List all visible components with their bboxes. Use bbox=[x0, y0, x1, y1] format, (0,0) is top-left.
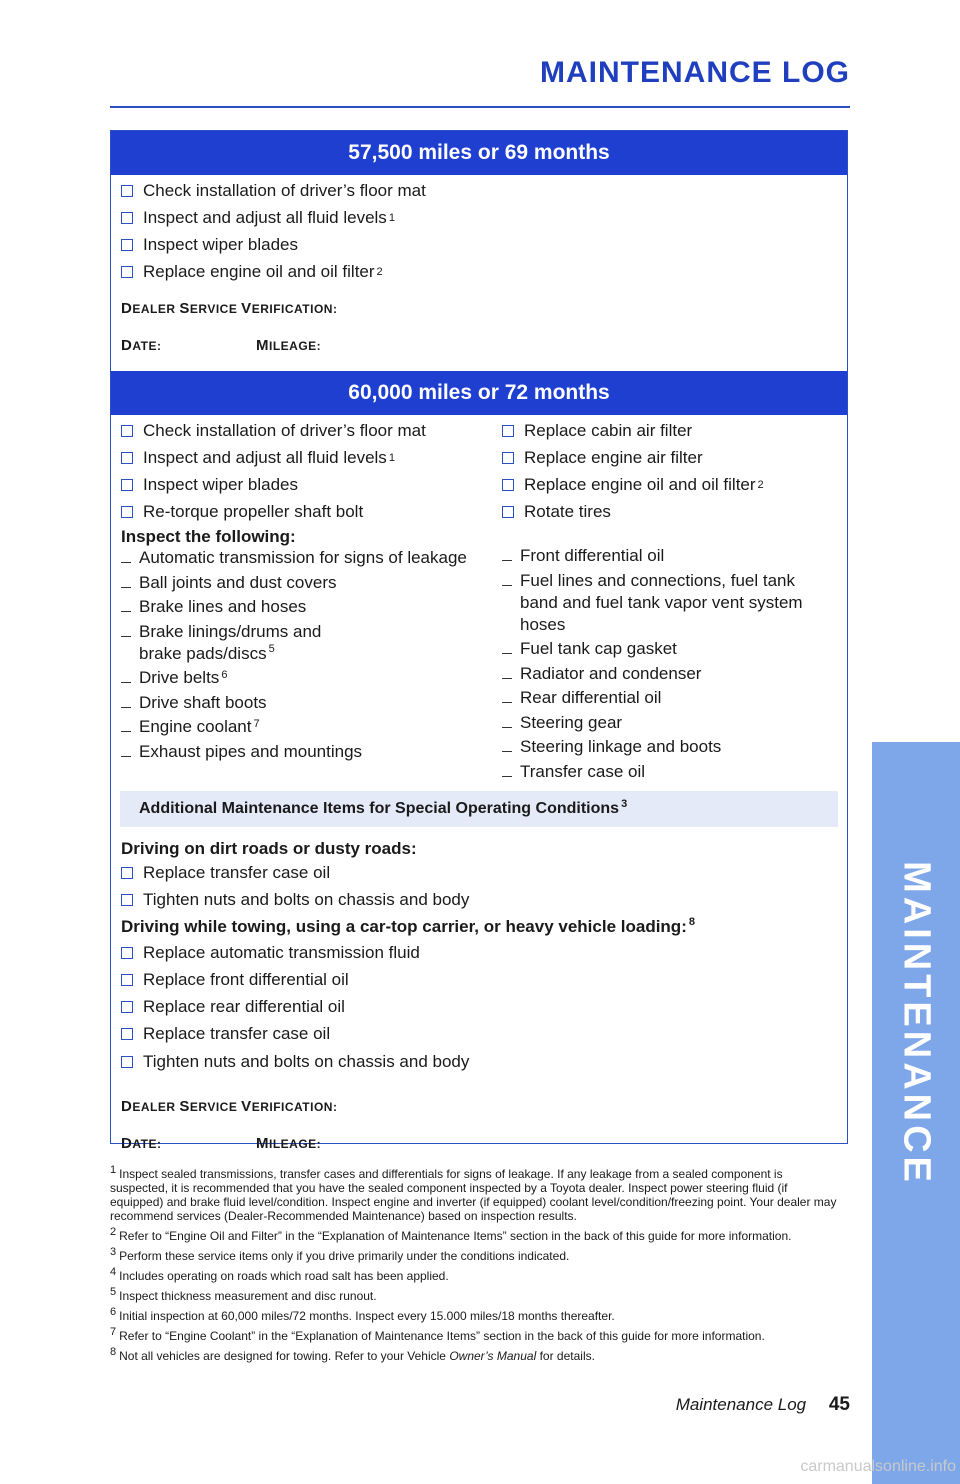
checklist-item: Inspect wiper blades bbox=[121, 231, 847, 258]
date-mileage-row bbox=[111, 1115, 847, 1152]
inspect-item: Drive belts 6 bbox=[121, 667, 502, 689]
section1-checklist bbox=[111, 175, 847, 285]
checklist-item: Rotate tires bbox=[502, 498, 764, 525]
checklist-item: Replace engine oil and oil filter 2 bbox=[121, 258, 847, 285]
date-mileage-row bbox=[111, 317, 847, 359]
checklist-item: Replace engine air filter bbox=[502, 444, 764, 471]
dirt-roads-checklist bbox=[111, 859, 847, 913]
checkbox-icon[interactable] bbox=[121, 894, 133, 906]
footnote: 2 Refer to “Engine Oil and Filter” in the “Explanation of Maintenance Items” section in the back of this guide for more information. bbox=[110, 1226, 792, 1243]
footnote: 7 Refer to “Engine Coolant” in the “Explanation of Maintenance Items” section in the back of this guide for more information. bbox=[110, 1326, 765, 1343]
footnotes bbox=[110, 1164, 842, 1369]
checkbox-icon[interactable] bbox=[502, 452, 514, 464]
page-footer-label: Maintenance Log bbox=[675, 1395, 807, 1414]
inspect-item: Radiator and condenser bbox=[502, 663, 832, 685]
dealer-service-verification-label: DEALER SERVICE VERIFICATION: bbox=[121, 1098, 338, 1115]
checkbox-icon[interactable] bbox=[502, 425, 514, 437]
footnote: 4 Includes operating on roads which road salt has been applied. bbox=[110, 1266, 449, 1283]
towing-checklist bbox=[111, 937, 847, 1076]
section2-checklist-right bbox=[502, 417, 764, 525]
watermark: carmanualsonline.info bbox=[800, 1458, 956, 1475]
inspect-item: Brake linings/drums and brake pads/discs $^5$ bbox=[121, 621, 502, 665]
checkbox-icon[interactable] bbox=[121, 239, 133, 251]
checklist-item: Inspect wiper blades bbox=[121, 471, 502, 498]
mileage-label: MILEAGE: bbox=[256, 1135, 322, 1152]
footnote: 3 Perform these service items only if you drive primarily under the conditions indicated. bbox=[110, 1246, 570, 1263]
inspect-list-left bbox=[121, 547, 502, 785]
inspect-item: Rear differential oil bbox=[502, 687, 832, 709]
section2-checklist bbox=[111, 415, 847, 525]
checkbox-icon[interactable] bbox=[121, 266, 133, 278]
checklist-item: Inspect and adjust all fluid levels 1 bbox=[121, 444, 502, 471]
footnote: 5 Inspect thickness measurement and disc runout. bbox=[110, 1286, 377, 1303]
page-title: MAINTENANCE LOG bbox=[540, 56, 850, 89]
checklist-item: Replace rear differential oil bbox=[121, 993, 847, 1020]
checklist-item: Inspect and adjust all fluid levels 1 bbox=[121, 204, 847, 231]
inspect-item: Brake lines and hoses bbox=[121, 596, 502, 618]
checkbox-icon[interactable] bbox=[121, 212, 133, 224]
checkbox-icon[interactable] bbox=[121, 185, 133, 197]
dirt-roads-heading: Driving on dirt roads or dusty roads: bbox=[121, 839, 417, 858]
inspect-item: Automatic transmission for signs of leakage bbox=[121, 547, 502, 569]
checkbox-icon[interactable] bbox=[121, 479, 133, 491]
dealer-service-verification-label: DEALER SERVICE VERIFICATION: bbox=[121, 300, 338, 317]
page-number: 45 bbox=[828, 1394, 850, 1415]
mileage-label: MILEAGE: bbox=[256, 337, 322, 354]
checkbox-icon[interactable] bbox=[121, 1028, 133, 1040]
checkbox-icon[interactable] bbox=[121, 867, 133, 879]
page-footer bbox=[676, 1394, 850, 1416]
footnote: 1 Inspect sealed transmissions, transfer cases and differentials for signs of leakage. If any leakage from a sealed component is suspected, it is recommended that you have the sealed component inspected by a Toyota dealer. Inspect power steering fluid (if equipped) and brake fluid level/condition. Inspect engine and inverter (if equipped) coolant level/condition/freezing point. Your dealer may recommend services (Dealer-Recommended Maintenance) based on inspection results. bbox=[110, 1164, 837, 1223]
inspect-item: Exhaust pipes and mountings bbox=[121, 741, 502, 763]
checkbox-icon[interactable] bbox=[121, 974, 133, 986]
checklist-item: Check installation of driver’s floor mat bbox=[121, 177, 847, 204]
inspect-item: Steering linkage and boots bbox=[502, 736, 832, 758]
section-header-60000: 60,000 miles or 72 months bbox=[111, 371, 847, 415]
checkbox-icon[interactable] bbox=[121, 506, 133, 518]
additional-maintenance-heading: Additional Maintenance Items for Special Operating Conditions $^3$ bbox=[120, 791, 838, 827]
checklist-item: Replace front differential oil bbox=[121, 966, 847, 993]
towing-heading: Driving while towing, using a car-top carrier, or heavy vehicle loading: $^8$ bbox=[121, 916, 695, 936]
inspect-heading: Inspect the following: bbox=[121, 527, 296, 546]
checkbox-icon[interactable] bbox=[121, 452, 133, 464]
section2-checklist-left bbox=[121, 417, 502, 525]
date-label: DATE: bbox=[121, 337, 162, 354]
inspect-item: Drive shaft boots bbox=[121, 692, 502, 714]
maintenance-log-box bbox=[110, 130, 848, 1152]
checklist-item: Replace engine oil and oil filter 2 bbox=[502, 471, 764, 498]
checklist-item: Replace automatic transmission fluid bbox=[121, 939, 847, 966]
inspect-item: Fuel tank cap gasket bbox=[502, 638, 832, 660]
checkbox-icon[interactable] bbox=[121, 1001, 133, 1013]
inspect-item: Front differential oil bbox=[502, 545, 832, 567]
title-divider bbox=[110, 106, 850, 108]
checklist-item: Check installation of driver’s floor mat bbox=[121, 417, 502, 444]
date-label: DATE: bbox=[121, 1135, 162, 1152]
inspect-list-right bbox=[502, 545, 832, 785]
checkbox-icon[interactable] bbox=[121, 1056, 133, 1068]
section-side-tab bbox=[872, 742, 960, 1484]
checklist-item: Re-torque propeller shaft bolt bbox=[121, 498, 502, 525]
footnote: 6 Initial inspection at 60,000 miles/72 months. Inspect every 15.000 miles/18 months thereafter. bbox=[110, 1306, 615, 1323]
checkbox-icon[interactable] bbox=[502, 506, 514, 518]
inspect-list bbox=[111, 547, 847, 785]
inspect-item: Steering gear bbox=[502, 712, 832, 734]
checkbox-icon[interactable] bbox=[502, 479, 514, 491]
checklist-item: Tighten nuts and bolts on chassis and body bbox=[121, 886, 847, 913]
checklist-item: Replace cabin air filter bbox=[502, 417, 764, 444]
checklist-item: Replace transfer case oil bbox=[121, 859, 847, 886]
checkbox-icon[interactable] bbox=[121, 425, 133, 437]
checkbox-icon[interactable] bbox=[121, 947, 133, 959]
inspect-item: Transfer case oil bbox=[502, 761, 832, 783]
inspect-item: Engine coolant 7 bbox=[121, 716, 502, 738]
section-header-57500: 57,500 miles or 69 months bbox=[111, 131, 847, 175]
inspect-item: Fuel lines and connections, fuel tank band and fuel tank vapor vent system hoses bbox=[502, 570, 832, 636]
checklist-item: Replace transfer case oil bbox=[121, 1020, 847, 1047]
inspect-item: Ball joints and dust covers bbox=[121, 572, 502, 594]
checklist-item: Tighten nuts and bolts on chassis and body bbox=[121, 1047, 847, 1076]
side-tab-label: MAINTENANCE bbox=[895, 861, 938, 1186]
footnote: 8 Not all vehicles are designed for towing. Refer to your Vehicle Owner’s Manual for details. bbox=[110, 1346, 595, 1363]
